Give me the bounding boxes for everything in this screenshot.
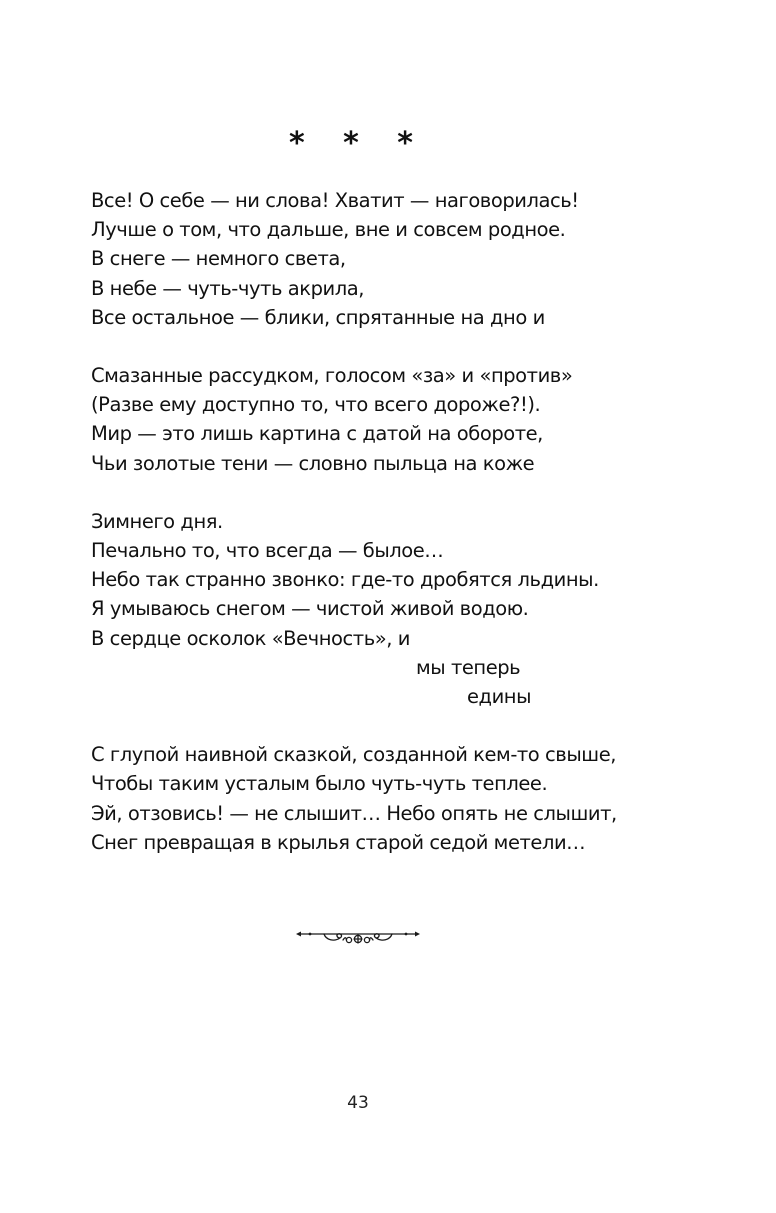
stanza-4 — [91, 740, 731, 857]
poem-line: Мир — это лишь картина с датой на обороте, — [91, 422, 543, 446]
poem-line: В небе — чуть-чуть акрила, — [91, 276, 364, 300]
page-number: 43 — [347, 1093, 369, 1113]
stanza-3 — [91, 507, 731, 711]
poem-line: Эй, отзовись! — не слышит… Небо опять не слышит, — [91, 801, 617, 825]
poem-line: Зимнего дня. — [91, 509, 223, 533]
section-asterisks: * * * — [289, 126, 427, 161]
poem-line: Лучше о том, что дальше, вне и совсем родное. — [91, 218, 566, 242]
poem-line: Смазанные рассудком, голосом «за» и «против» — [91, 364, 573, 388]
poem-line: В снеге — немного света, — [91, 247, 346, 271]
poem-line: Чтобы таким усталым было чуть-чуть теплее. — [91, 772, 548, 796]
stanza-2 — [91, 361, 731, 478]
poem-line: Чьи золотые тени — словно пыльца на коже — [91, 451, 535, 475]
poem-line-stepped: мы теперь — [416, 655, 521, 679]
poem-line: В сердце осколок «Вечность», и — [91, 626, 410, 650]
poem-line: Все! О себе — ни слова! Хватит — наговорилась! — [91, 189, 579, 212]
poem-line: С глупой наивной сказкой, созданной кем-то свыше, — [91, 743, 616, 767]
poem-line-stepped: едины — [467, 685, 532, 709]
poem-body — [91, 186, 731, 886]
poem-line: Печально то, что всегда — былое… — [91, 539, 444, 563]
poem-line: (Разве ему доступно то, что всего дороже?!). — [91, 393, 541, 417]
stanza-1 — [91, 186, 731, 332]
poem-line: Снег превращая в крылья старой седой метели… — [91, 830, 586, 854]
poem-line: Все остальное — блики, спрятанные на дно и — [91, 305, 545, 329]
decorative-vignette-icon — [296, 925, 420, 947]
poem-line: Я умываюсь снегом — чистой живой водою. — [91, 597, 529, 621]
poem-line: Небо так странно звонко: где-то дробятся льдины. — [91, 568, 599, 592]
